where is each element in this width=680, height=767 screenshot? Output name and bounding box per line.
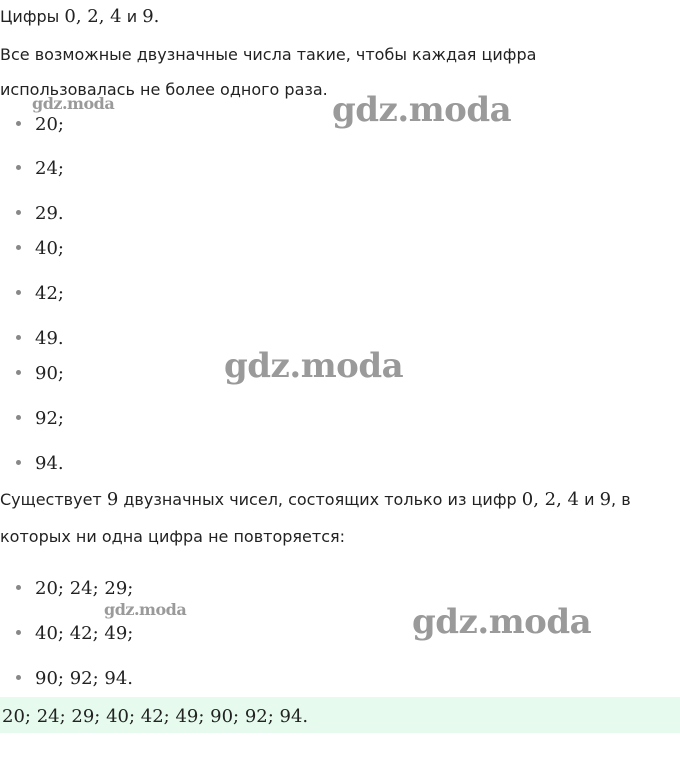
bullet-icon	[16, 165, 21, 170]
list-item: 40;	[16, 238, 64, 259]
list-item: 94.	[16, 453, 64, 474]
intro-and: и	[121, 7, 143, 26]
watermark-logo: gdz.moda	[332, 90, 512, 130]
bullet-icon	[16, 370, 21, 375]
watermark-logo: gdz.moda	[32, 94, 115, 113]
bullet-icon	[16, 675, 21, 680]
bullet-icon	[16, 210, 21, 215]
intro-digits: 0, 2, 4	[64, 6, 122, 27]
bullet-icon	[16, 290, 21, 295]
intro-line-1	[0, 6, 159, 27]
intro-prefix: Цифры	[0, 7, 65, 26]
bullet-icon	[16, 121, 21, 126]
summary-line-1: Существует 9 двузначных чисел, состоящих только из цифр 0, 2, 4 и 9, в	[0, 489, 631, 510]
list-item: 20; 24; 29;	[16, 578, 133, 599]
intro-last-digit: 9.	[142, 6, 160, 27]
bullet-icon	[16, 335, 21, 340]
bullet-icon	[16, 585, 21, 590]
watermark-logo: gdz.moda	[224, 346, 404, 386]
list-item: 90; 92; 94.	[16, 668, 133, 689]
list-item: 24;	[16, 158, 64, 179]
list-item: 42;	[16, 283, 64, 304]
answer-text: 20; 24; 29; 40; 42; 49; 90; 92; 94.	[2, 706, 309, 727]
list-item: 40; 42; 49;	[16, 623, 133, 644]
list-item: 29.	[16, 203, 64, 224]
watermark-logo: gdz.moda	[104, 600, 187, 619]
list-item: 92;	[16, 408, 64, 429]
bullet-icon	[16, 630, 21, 635]
list-item: 20;	[16, 114, 64, 135]
summary-count: 9	[106, 489, 119, 510]
intro-line-3: использовалась не более одного раза.	[0, 80, 328, 99]
bullet-icon	[16, 460, 21, 465]
bullet-icon	[16, 415, 21, 420]
watermark-logo: gdz.moda	[412, 602, 592, 642]
bullet-icon	[16, 245, 21, 250]
intro-line-2: Все возможные двузначные числа такие, чтобы каждая цифра	[0, 45, 537, 64]
summary-line-2: которых ни одна цифра не повторяется:	[0, 527, 346, 546]
list-item: 49.	[16, 328, 64, 349]
list-item: 90;	[16, 363, 64, 384]
